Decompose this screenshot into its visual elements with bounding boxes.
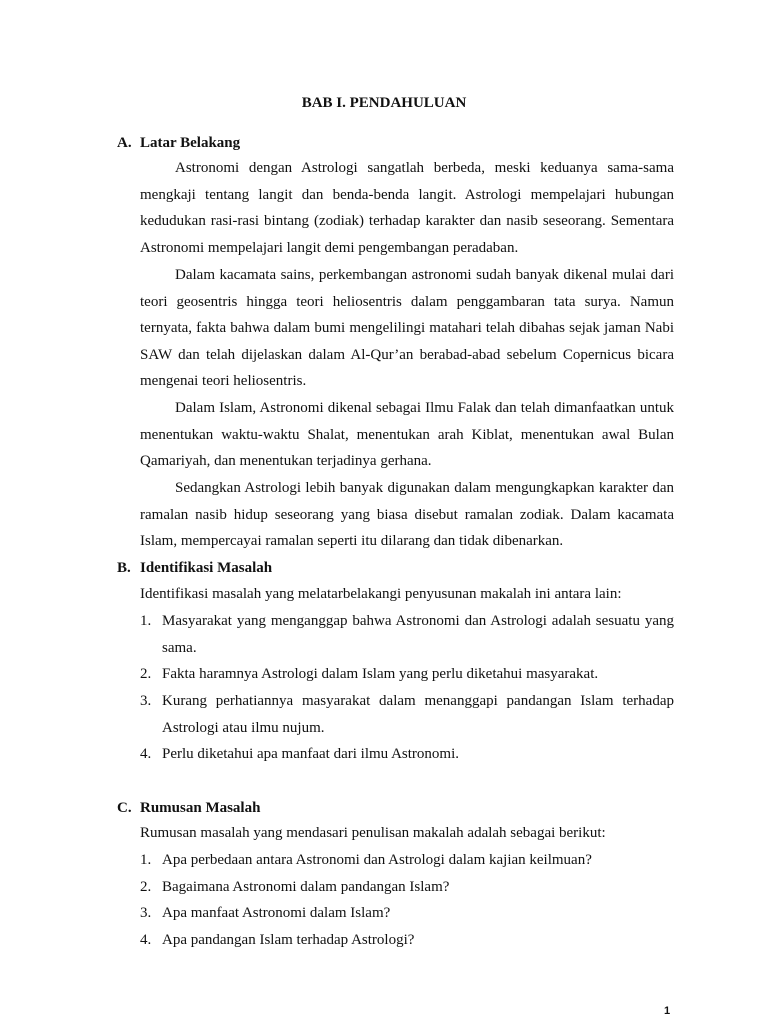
section-b-letter: B. bbox=[117, 560, 131, 576]
section-b-intro: Identifikasi masalah yang melatarbelakangi penyusunan makalah ini antara lain: bbox=[140, 586, 622, 602]
list-item-number: 2. bbox=[140, 666, 152, 682]
paragraph-a1: Astronomi dengan Astrologi sangatlah berbeda, meski keduanya sama-sama mengkaji tentang langit dan benda-benda langit. Astrologi mempelajari hubungan kedudukan rasi-rasi bintang (zodiak) terhadap karakter dan nasib seseorang. Sementara Astronomi mempelajari langit demi pengembangan peradaban. bbox=[140, 160, 674, 256]
section-c-letter: C. bbox=[117, 800, 132, 816]
list-item-number: 4. bbox=[140, 932, 152, 948]
list-item-text: Apa manfaat Astronomi dalam Islam? bbox=[162, 905, 391, 921]
list-item bbox=[140, 608, 674, 661]
list-item-number: 4. bbox=[140, 746, 152, 762]
list-item-number: 3. bbox=[140, 905, 152, 921]
section-b-title: Identifikasi Masalah bbox=[140, 560, 273, 576]
paragraph-a3: Dalam Islam, Astronomi dikenal sebagai Ilmu Falak dan telah dimanfaatkan untuk menentukan waktu-waktu Shalat, menentukan arah Kiblat, menentukan awal Bulan Qamariyah, dan menentukan terjadinya gerhana. bbox=[140, 400, 674, 469]
list-item bbox=[140, 661, 674, 688]
list-item-number: 2. bbox=[140, 879, 152, 895]
list-item-number: 1. bbox=[140, 852, 152, 868]
list-item-text: Bagaimana Astronomi dalam pandangan Islam? bbox=[162, 879, 450, 895]
list-item bbox=[140, 741, 674, 768]
section-a-letter: A. bbox=[117, 135, 132, 151]
page-number: 1 bbox=[664, 1005, 671, 1017]
section-c-intro: Rumusan masalah yang mendasari penulisan makalah adalah sebagai berikut: bbox=[140, 825, 606, 841]
chapter-title: BAB I. PENDAHULUAN bbox=[301, 95, 467, 111]
list-item bbox=[140, 847, 674, 874]
section-c-title: Rumusan Masalah bbox=[140, 800, 261, 816]
list-item bbox=[140, 874, 674, 901]
list-item-text: Kurang perhatiannya masyarakat dalam menanggapi pandangan Islam terhadap Astrologi atau ilmu nujum. bbox=[162, 693, 674, 736]
list-item bbox=[140, 688, 674, 741]
list-item-text: Apa perbedaan antara Astronomi dan Astrologi dalam kajian keilmuan? bbox=[162, 852, 592, 868]
list-item-text: Perlu diketahui apa manfaat dari ilmu Astronomi. bbox=[162, 746, 460, 762]
list-item-number: 3. bbox=[140, 693, 152, 709]
list-item-text: Fakta haramnya Astrologi dalam Islam yang perlu diketahui masyarakat. bbox=[162, 666, 599, 682]
list-item bbox=[140, 927, 674, 954]
list-item-text: Masyarakat yang menganggap bahwa Astronomi dan Astrologi adalah sesuatu yang sama. bbox=[162, 613, 674, 656]
paragraph-a2: Dalam kacamata sains, perkembangan astronomi sudah banyak dikenal mulai dari teori geosentris hingga teori heliosentris dalam penggambaran tata surya. Namun ternyata, fakta bahwa dalam bumi mengelilingi matahari telah dibahas sejak jaman Nabi SAW dan telah dijelaskan dalam Al-Qur’an berabad-abad sebelum Copernicus bicara mengenai teori heliosentris. bbox=[140, 267, 674, 389]
list-item bbox=[140, 900, 674, 927]
section-a-title: Latar Belakang bbox=[140, 135, 241, 151]
paragraph-a4: Sedangkan Astrologi lebih banyak digunakan dalam mengungkapkan karakter dan ramalan nasib hidup seseorang yang biasa disebut ramalan zodiak. Dalam kacamata Islam, mempercayai ramalan seperti itu dilarang dan tidak dibenarkan. bbox=[140, 480, 674, 549]
list-item-number: 1. bbox=[140, 613, 152, 629]
list-item-text: Apa pandangan Islam terhadap Astrologi? bbox=[162, 932, 415, 948]
